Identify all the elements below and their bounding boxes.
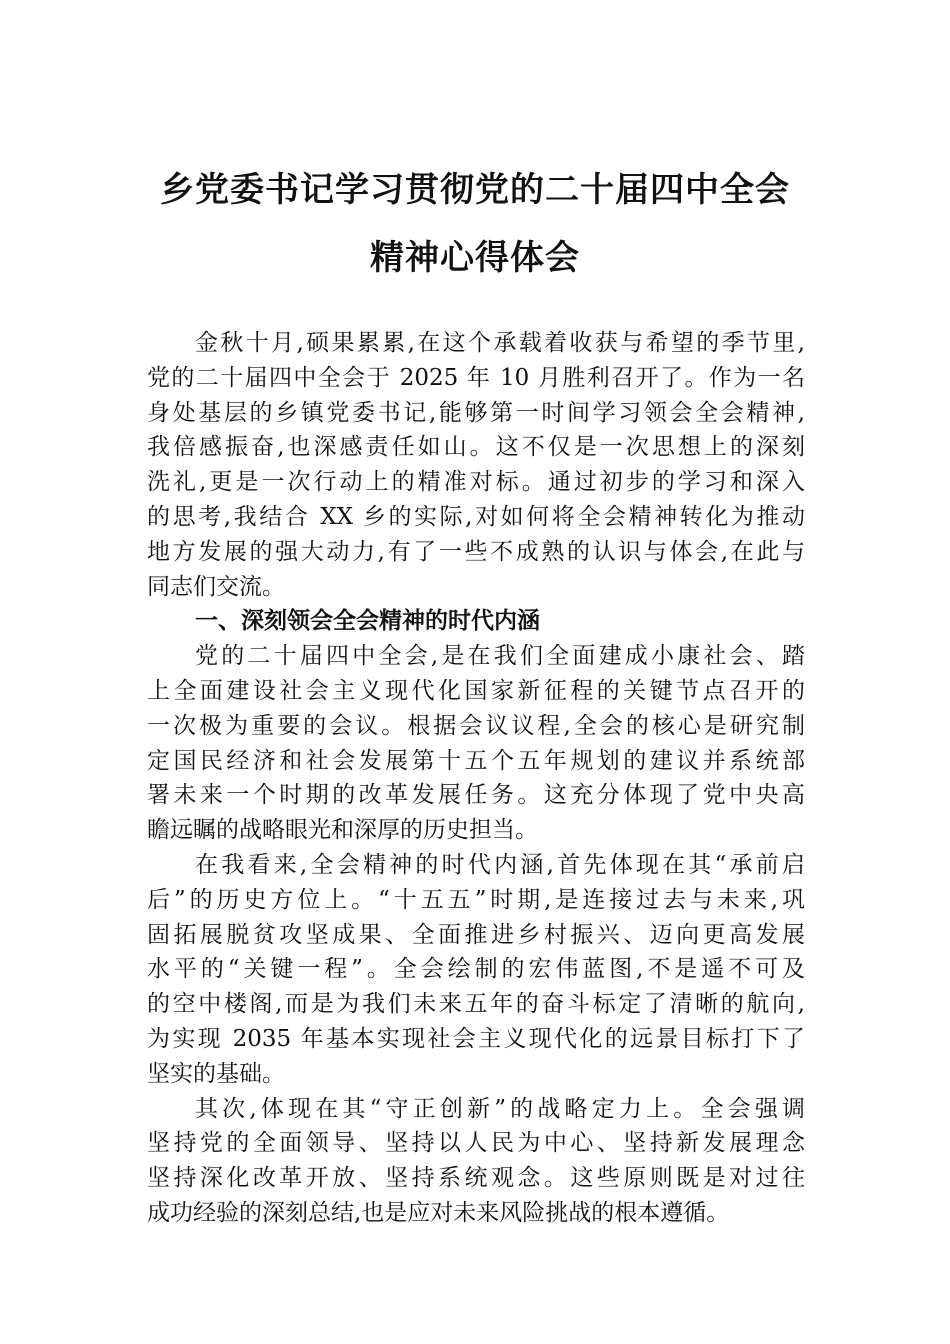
paragraph-line: 洗礼,更是一次行动上的精准对标。通过初步的学习和深入 xyxy=(147,469,805,496)
paragraph-line: 坚实的基础。 xyxy=(147,1060,285,1087)
paragraph-line: 党的二十届四中全会,是在我们全面建成小康社会、踏 xyxy=(195,643,805,670)
paragraph-line: 我倍感振奋,也深感责任如山。这不仅是一次思想上的深刻 xyxy=(147,434,805,461)
paragraph-line: 的思考,我结合 XX 乡的实际,对如何将全会精神转化为推动 xyxy=(147,503,805,530)
paragraph-line: 成功经验的深刻总结,也是应对未来风险挑战的根本遵循。 xyxy=(147,1199,730,1226)
paragraph-line: 坚持深化改革开放、坚持系统观念。这些原则既是对过往 xyxy=(147,1165,805,1192)
paragraph xyxy=(147,639,805,848)
paragraph xyxy=(147,848,805,1092)
paragraph xyxy=(147,1092,805,1231)
paragraph-line: 水平的“关键一程”。全会绘制的宏伟蓝图,不是遥不可及 xyxy=(147,956,805,983)
paragraph-line: 党的二十届四中全会于 2025 年 10 月胜利召开了。作为一名 xyxy=(147,364,805,391)
paragraph-line: 为实现 2035 年基本实现社会主义现代化的远景目标打下了 xyxy=(147,1025,805,1052)
paragraph-line: 固拓展脱贫攻坚成果、全面推进乡村振兴、迈向更高发展 xyxy=(147,921,805,948)
paragraph-line: 坚持党的全面领导、坚持以人民为中心、坚持新发展理念 xyxy=(147,1130,805,1157)
paragraph-line: 署未来一个时期的改革发展任务。这充分体现了党中央高 xyxy=(147,782,805,809)
paragraph-line: 瞻远瞩的战略眼光和深厚的历史担当。 xyxy=(147,817,538,844)
document-body xyxy=(147,326,805,1231)
paragraph-line: 在我看来,全会精神的时代内涵,首先体现在其“承前启 xyxy=(195,851,805,878)
paragraph-line: 一次极为重要的会议。根据会议议程,全会的核心是研究制 xyxy=(147,712,805,739)
paragraph-line: 定国民经济和社会发展第十五个五年规划的建议并系统部 xyxy=(147,747,805,774)
paragraph-line: 身处基层的乡镇党委书记,能够第一时间学习领会全会精神, xyxy=(147,399,805,426)
paragraph-line: 其次,体现在其“守正创新”的战略定力上。全会强调 xyxy=(195,1095,805,1122)
document-title-line-1: 乡党委书记学习贯彻党的二十届四中全会 xyxy=(160,170,790,210)
section-heading: 一、深刻领会全会精神的时代内涵 xyxy=(195,608,540,635)
paragraph-line: 后”的历史方位上。“十五五”时期,是连接过去与未来,巩 xyxy=(147,886,805,913)
paragraph-line: 金秋十月,硕果累累,在这个承载着收获与希望的季节里, xyxy=(195,330,805,356)
paragraph-line: 上全面建设社会主义现代化国家新征程的关键节点召开的 xyxy=(147,677,805,704)
paragraph-line: 的空中楼阁,而是为我们未来五年的奋斗标定了清晰的航向, xyxy=(147,991,805,1018)
paragraph xyxy=(147,326,805,604)
paragraph-line: 同志们交流。 xyxy=(147,573,285,600)
paragraph-line: 地方发展的强大动力,有了一些不成熟的认识与体会,在此与 xyxy=(147,538,805,565)
document-title-line-2: 精神心得体会 xyxy=(370,238,580,278)
